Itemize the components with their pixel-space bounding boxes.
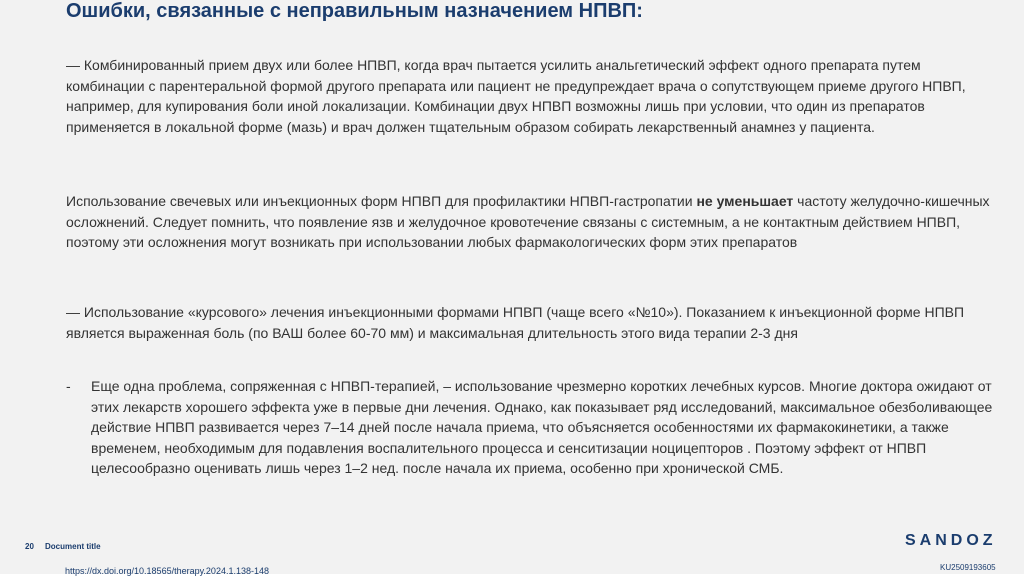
paragraph-combined-intake: — Комбинированный прием двух или более НПВП, когда врач пытается усилить анальгетический эффект одного препарата путем комбинации с парентеральной формой другого препарата или пациент не предупреждает врача о сопутствующем приеме другого НПВП, например, для купирования боли иной локализации. Комбинации двух НПВП возможны лишь при условии, что один из препаратов применяется в локальной форме (мазь) и врач должен тщательным образом собирать лекарственный анамнез у пациента. bbox=[66, 57, 966, 135]
paragraph-suppository-forms bbox=[66, 191, 996, 253]
bullet-list bbox=[66, 376, 996, 479]
bullet-marker: - bbox=[66, 378, 71, 394]
doi-link[interactable]: https://dx.doi.org/10.18565/therapy.2024.1.138-148 bbox=[65, 566, 269, 576]
list-item bbox=[66, 376, 996, 479]
slide-title: Ошибки, связанные с неправильным назначением НПВП: bbox=[66, 0, 643, 22]
list-item-text: Еще одна проблема, сопряженная с НПВП-терапией, – использование чрезмерно коротких лечебных курсов. Многие доктора ожидают от этих лекарств хорошего эффекта уже в первые дни лечения. Однако, как показывает ряд исследований, максимальное обезболивающее действие НПВП развивается через 7–14 дней после начала приема, что объясняется особенностями их фармакокинетики, а также временем, необходимым для подавления воспалительного процесса и сенситизации ноцицепторов . Поэтому эффект от НПВП целесообразно оценивать лишь через 1–2 нед. после начала их приема, особенно при хронической СМБ. bbox=[91, 378, 993, 476]
document-title: Document title bbox=[45, 542, 101, 551]
page-number: 20 bbox=[25, 542, 34, 551]
paragraph-course-treatment: — Использование «курсового» лечения инъекционными формами НПВП (чаще всего «№10»). Показанием к инъекционной форме НПВП является выраженная боль (по ВАШ более 60-70 мм) и максимальная длительность этого вида терапии 2-3 дня bbox=[66, 304, 965, 341]
paragraph-text: Использование свечевых или инъекционных форм НПВП для профилактики НПВП-гастропатии bbox=[66, 193, 697, 209]
emphasis-text: не уменьшает bbox=[696, 193, 794, 209]
sandoz-logo: SANDOZ bbox=[905, 532, 997, 549]
paragraph-text: частоту желудочно-кишечных осложнений. Следует помнить, что появление язв и желудочное кровотечение связаны с системным, а не контактным действием НПВП, поэтому эти осложнения могут возникать при использовании любых фармакологических форм этих препаратов bbox=[66, 193, 990, 250]
document-code: KU2509193605 bbox=[940, 563, 996, 572]
